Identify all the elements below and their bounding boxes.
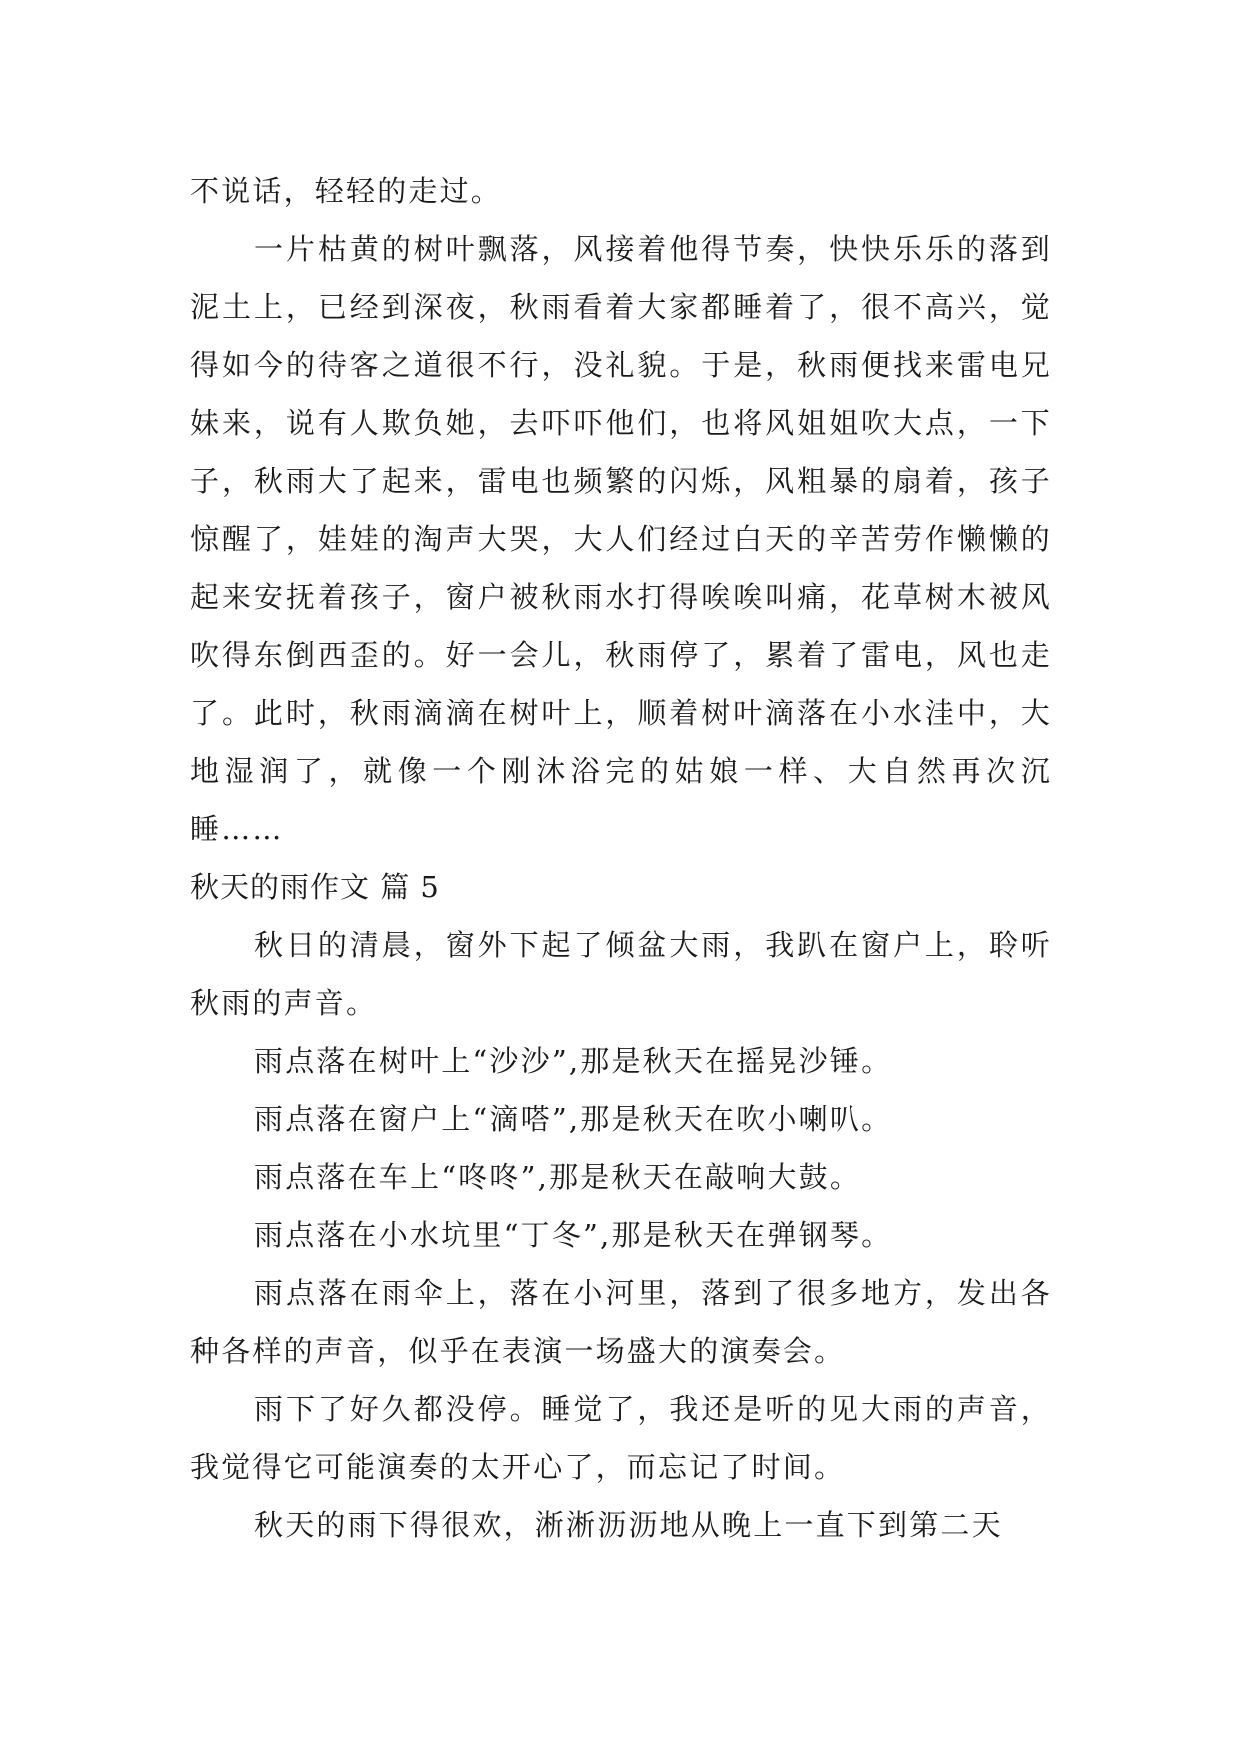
paragraph: 雨点落在窗户上“滴嗒”,那是秋天在吹小喇叭。 [254,1102,893,1136]
paragraph: 雨下了好久都没停。睡觉了，我还是听的见大雨的声音，我觉得它可能演奏的太开心了，而忘记了时间。 [190,1392,1052,1484]
document-body [190,162,1052,1554]
paragraph: 雨点落在雨伞上，落在小河里，落到了很多地方，发出各种各样的声音，似乎在表演一场盛大的演奏会。 [190,1276,1052,1368]
paragraph: 雨点落在车上“咚咚”,那是秋天在敲响大鼓。 [254,1160,862,1194]
section-heading: 秋天的雨作文 篇 5 [190,870,440,904]
paragraph: 一片枯黄的树叶飘落，风接着他得节奏，快快乐乐的落到泥土上，已经到深夜，秋雨看着大家都睡着了，很不高兴，觉得如今的待客之道很不行，没礼貌。于是，秋雨便找来雷电兄妹来，说有人欺负她，去吓吓他们，也将风姐姐吹大点，一下子，秋雨大了起来，雷电也频繁的闪烁，风粗暴的扇着，孩子惊醒了，娃娃的淘声大哭，大人们经过白天的辛苦劳作懒懒的起来安抚着孩子，窗户被秋雨水打得唉唉叫痛，花草树木被风吹得东倒西歪的。好一会儿，秋雨停了，累着了雷电，风也走了。此时，秋雨滴滴在树叶上，顺着树叶滴落在小水洼中，大地湿润了，就像一个刚沐浴完的姑娘一样、大自然再次沉睡…… [190,232,1052,846]
paragraph: 雨点落在小水坑里“丁冬”,那是秋天在弹钢琴。 [254,1218,893,1252]
paragraph: 秋日的清晨，窗外下起了倾盆大雨，我趴在窗户上，聆听秋雨的声音。 [190,928,1052,1020]
paragraph: 秋天的雨下得很欢，淅淅沥沥地从晚上一直下到第二天 [254,1508,1003,1542]
paragraph: 雨点落在树叶上“沙沙”,那是秋天在摇晃沙锤。 [254,1044,893,1078]
continued-paragraph: 不说话，轻轻的走过。 [190,174,503,208]
